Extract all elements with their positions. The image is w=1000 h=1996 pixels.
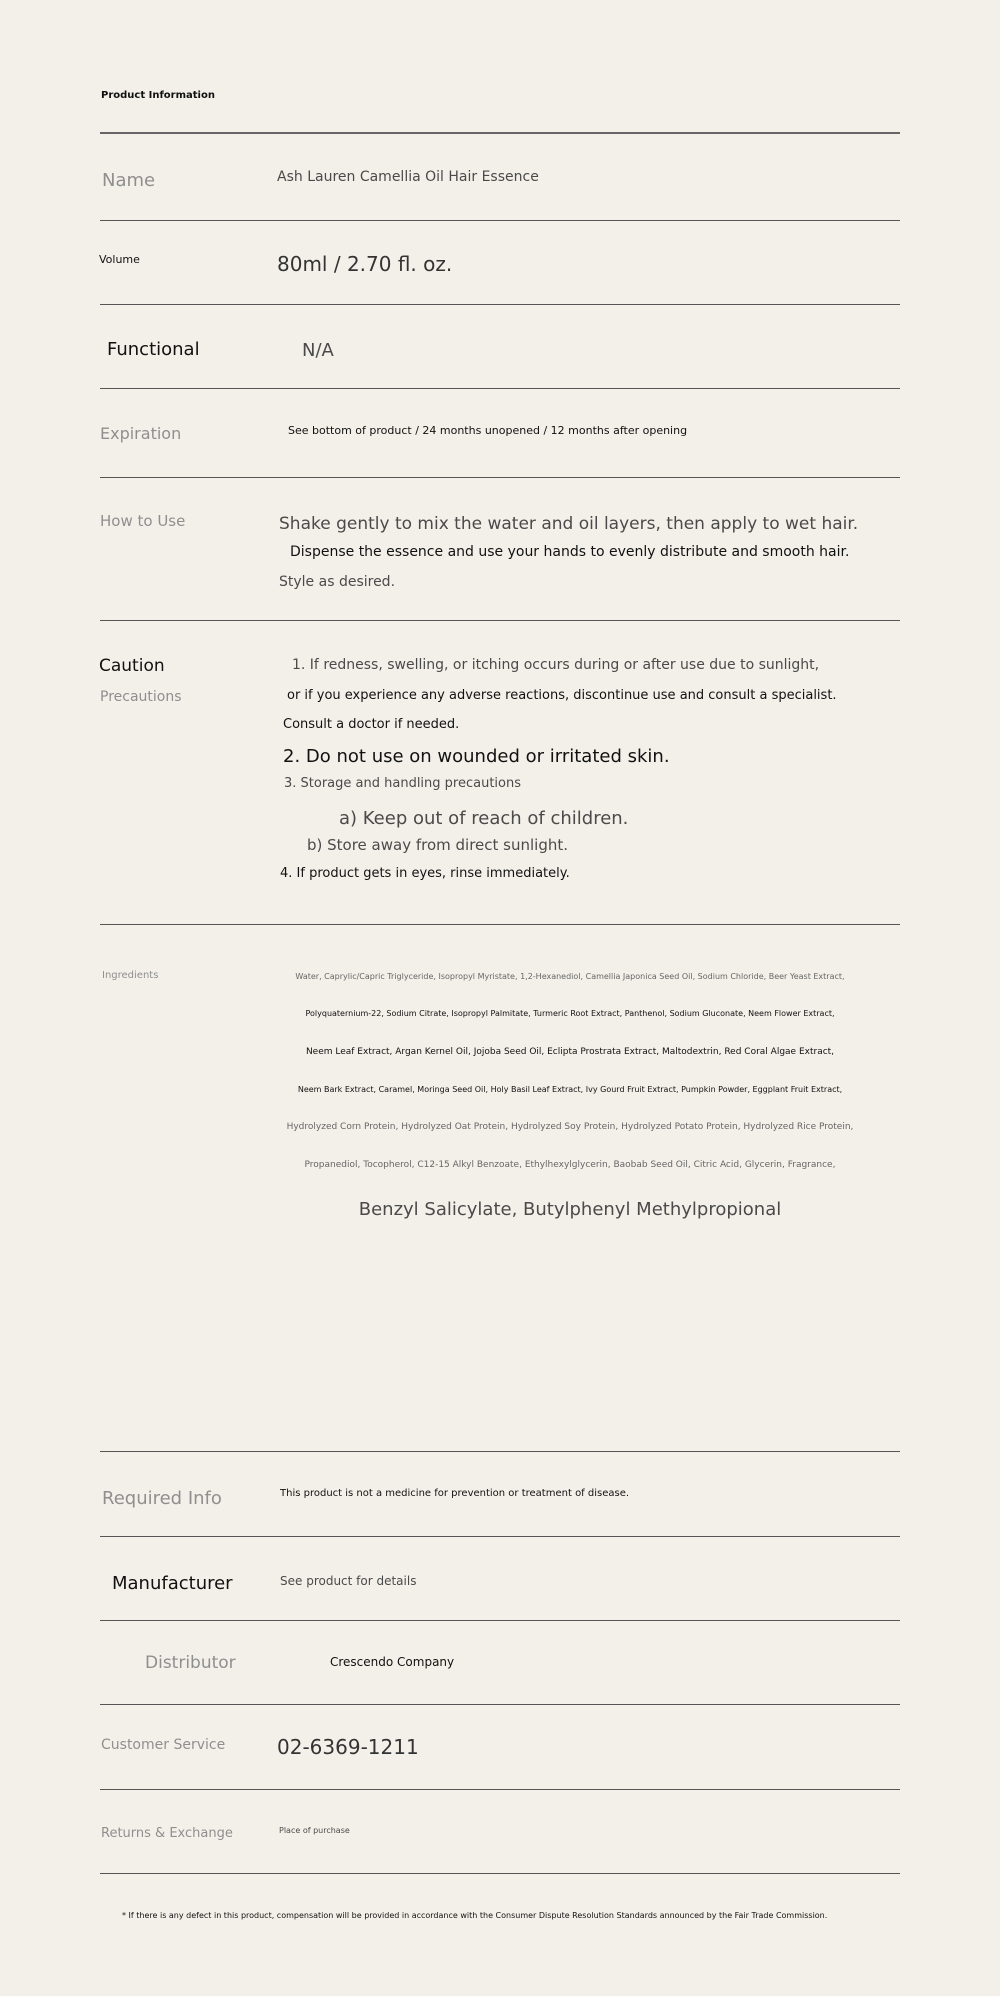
customer-service-value: 02-6369-1211 [277, 1735, 419, 1759]
caution-line: 3. Storage and handling precautions [284, 776, 522, 791]
caution-line: 4. If product gets in eyes, rinse immediately. [280, 866, 570, 881]
how-to-use-line: Style as desired. [279, 574, 396, 590]
caution-line: 1. If redness, swelling, or itching occurs during or after use due to sunlight, [292, 657, 820, 673]
expiration-label: Expiration [100, 424, 182, 443]
distributor-label: Distributor [145, 1653, 236, 1673]
ingredients-line: Propanediol, Tocopherol, C12-15 Alkyl Benzoate, Ethylhexylglycerin, Baobab Seed Oil, Citric Acid, Glycerin, Fragrance, [304, 1160, 836, 1170]
how-to-use-label: How to Use [100, 512, 186, 530]
ingredients-line: Hydrolyzed Corn Protein, Hydrolyzed Oat Protein, Hydrolyzed Soy Protein, Hydrolyzed Potato Protein, Hydrolyzed Rice Protein, [286, 1122, 854, 1132]
divider [100, 924, 900, 925]
caution-label: Caution [99, 656, 165, 676]
caution-line: or if you experience any adverse reactions, discontinue use and consult a specialist. [287, 688, 837, 703]
ingredients-line: Water, Caprylic/Capric Triglyceride, Isopropyl Myristate, 1,2-Hexanediol, Camellia Japonica Seed Oil, Sodium Chloride, Beer Yeast Extract, [295, 972, 845, 981]
ingredients-line: Polyquaternium-22, Sodium Citrate, Isopropyl Palmitate, Turmeric Root Extract, Panthenol, Sodium Gluconate, Neem Flower Extract, [305, 1009, 835, 1018]
functional-value: N/A [302, 340, 334, 361]
volume-label: Volume [99, 253, 140, 266]
manufacturer-label: Manufacturer [112, 1573, 233, 1594]
divider [100, 1536, 900, 1537]
required-info-value: This product is not a medicine for prevention or treatment of disease. [280, 1488, 630, 1499]
divider [100, 132, 900, 134]
divider [100, 1704, 900, 1705]
ingredients-line: Neem Leaf Extract, Argan Kernel Oil, Jojoba Seed Oil, Eclipta Prostrata Extract, Maltodextrin, Red Coral Algae Extract, [305, 1047, 835, 1057]
name-value: Ash Lauren Camellia Oil Hair Essence [277, 169, 539, 185]
manufacturer-value: See product for details [280, 1574, 417, 1588]
customer-service-label: Customer Service [101, 1737, 226, 1753]
divider [100, 304, 900, 305]
ingredients-line: Benzyl Salicylate, Butylphenyl Methylpropional [358, 1199, 782, 1220]
expiration-value: See bottom of product / 24 months unopened / 12 months after opening [288, 424, 688, 437]
page-title: Product Information [101, 90, 215, 101]
distributor-value: Crescendo Company [330, 1655, 455, 1669]
divider [100, 1451, 900, 1452]
volume-value: 80ml / 2.70 fl. oz. [277, 252, 453, 276]
name-label: Name [102, 170, 156, 191]
ingredients-line: Neem Bark Extract, Caramel, Moringa Seed Oil, Holy Basil Leaf Extract, Ivy Gourd Fruit Extract, Pumpkin Powder, Eggplant Fruit Extract, [297, 1085, 843, 1094]
caution-line: 2. Do not use on wounded or irritated skin. [283, 746, 670, 767]
divider [100, 1789, 900, 1790]
caution-line: a) Keep out of reach of children. [339, 808, 629, 829]
ingredients-label: Ingredients [102, 970, 159, 981]
how-to-use-line: Dispense the essence and use your hands to evenly distribute and smooth hair. [290, 544, 850, 560]
required-info-label: Required Info [102, 1488, 222, 1509]
footer-note: * If there is any defect in this product, compensation will be provided in accordance with the Consumer Dispute Resolution Standards announced by the Fair Trade Commission. [122, 1911, 828, 1920]
divider [100, 388, 900, 389]
caution-line: Consult a doctor if needed. [283, 717, 460, 732]
precautions-label: Precautions [100, 689, 182, 705]
caution-line: b) Store away from direct sunlight. [307, 836, 569, 854]
divider [100, 220, 900, 221]
returns-label: Returns & Exchange [101, 1826, 233, 1841]
returns-value: Place of purchase [279, 1826, 350, 1835]
divider [100, 1873, 900, 1874]
divider [100, 477, 900, 478]
functional-label: Functional [107, 339, 200, 360]
how-to-use-line: Shake gently to mix the water and oil layers, then apply to wet hair. [279, 514, 859, 534]
divider [100, 1620, 900, 1621]
divider [100, 620, 900, 621]
